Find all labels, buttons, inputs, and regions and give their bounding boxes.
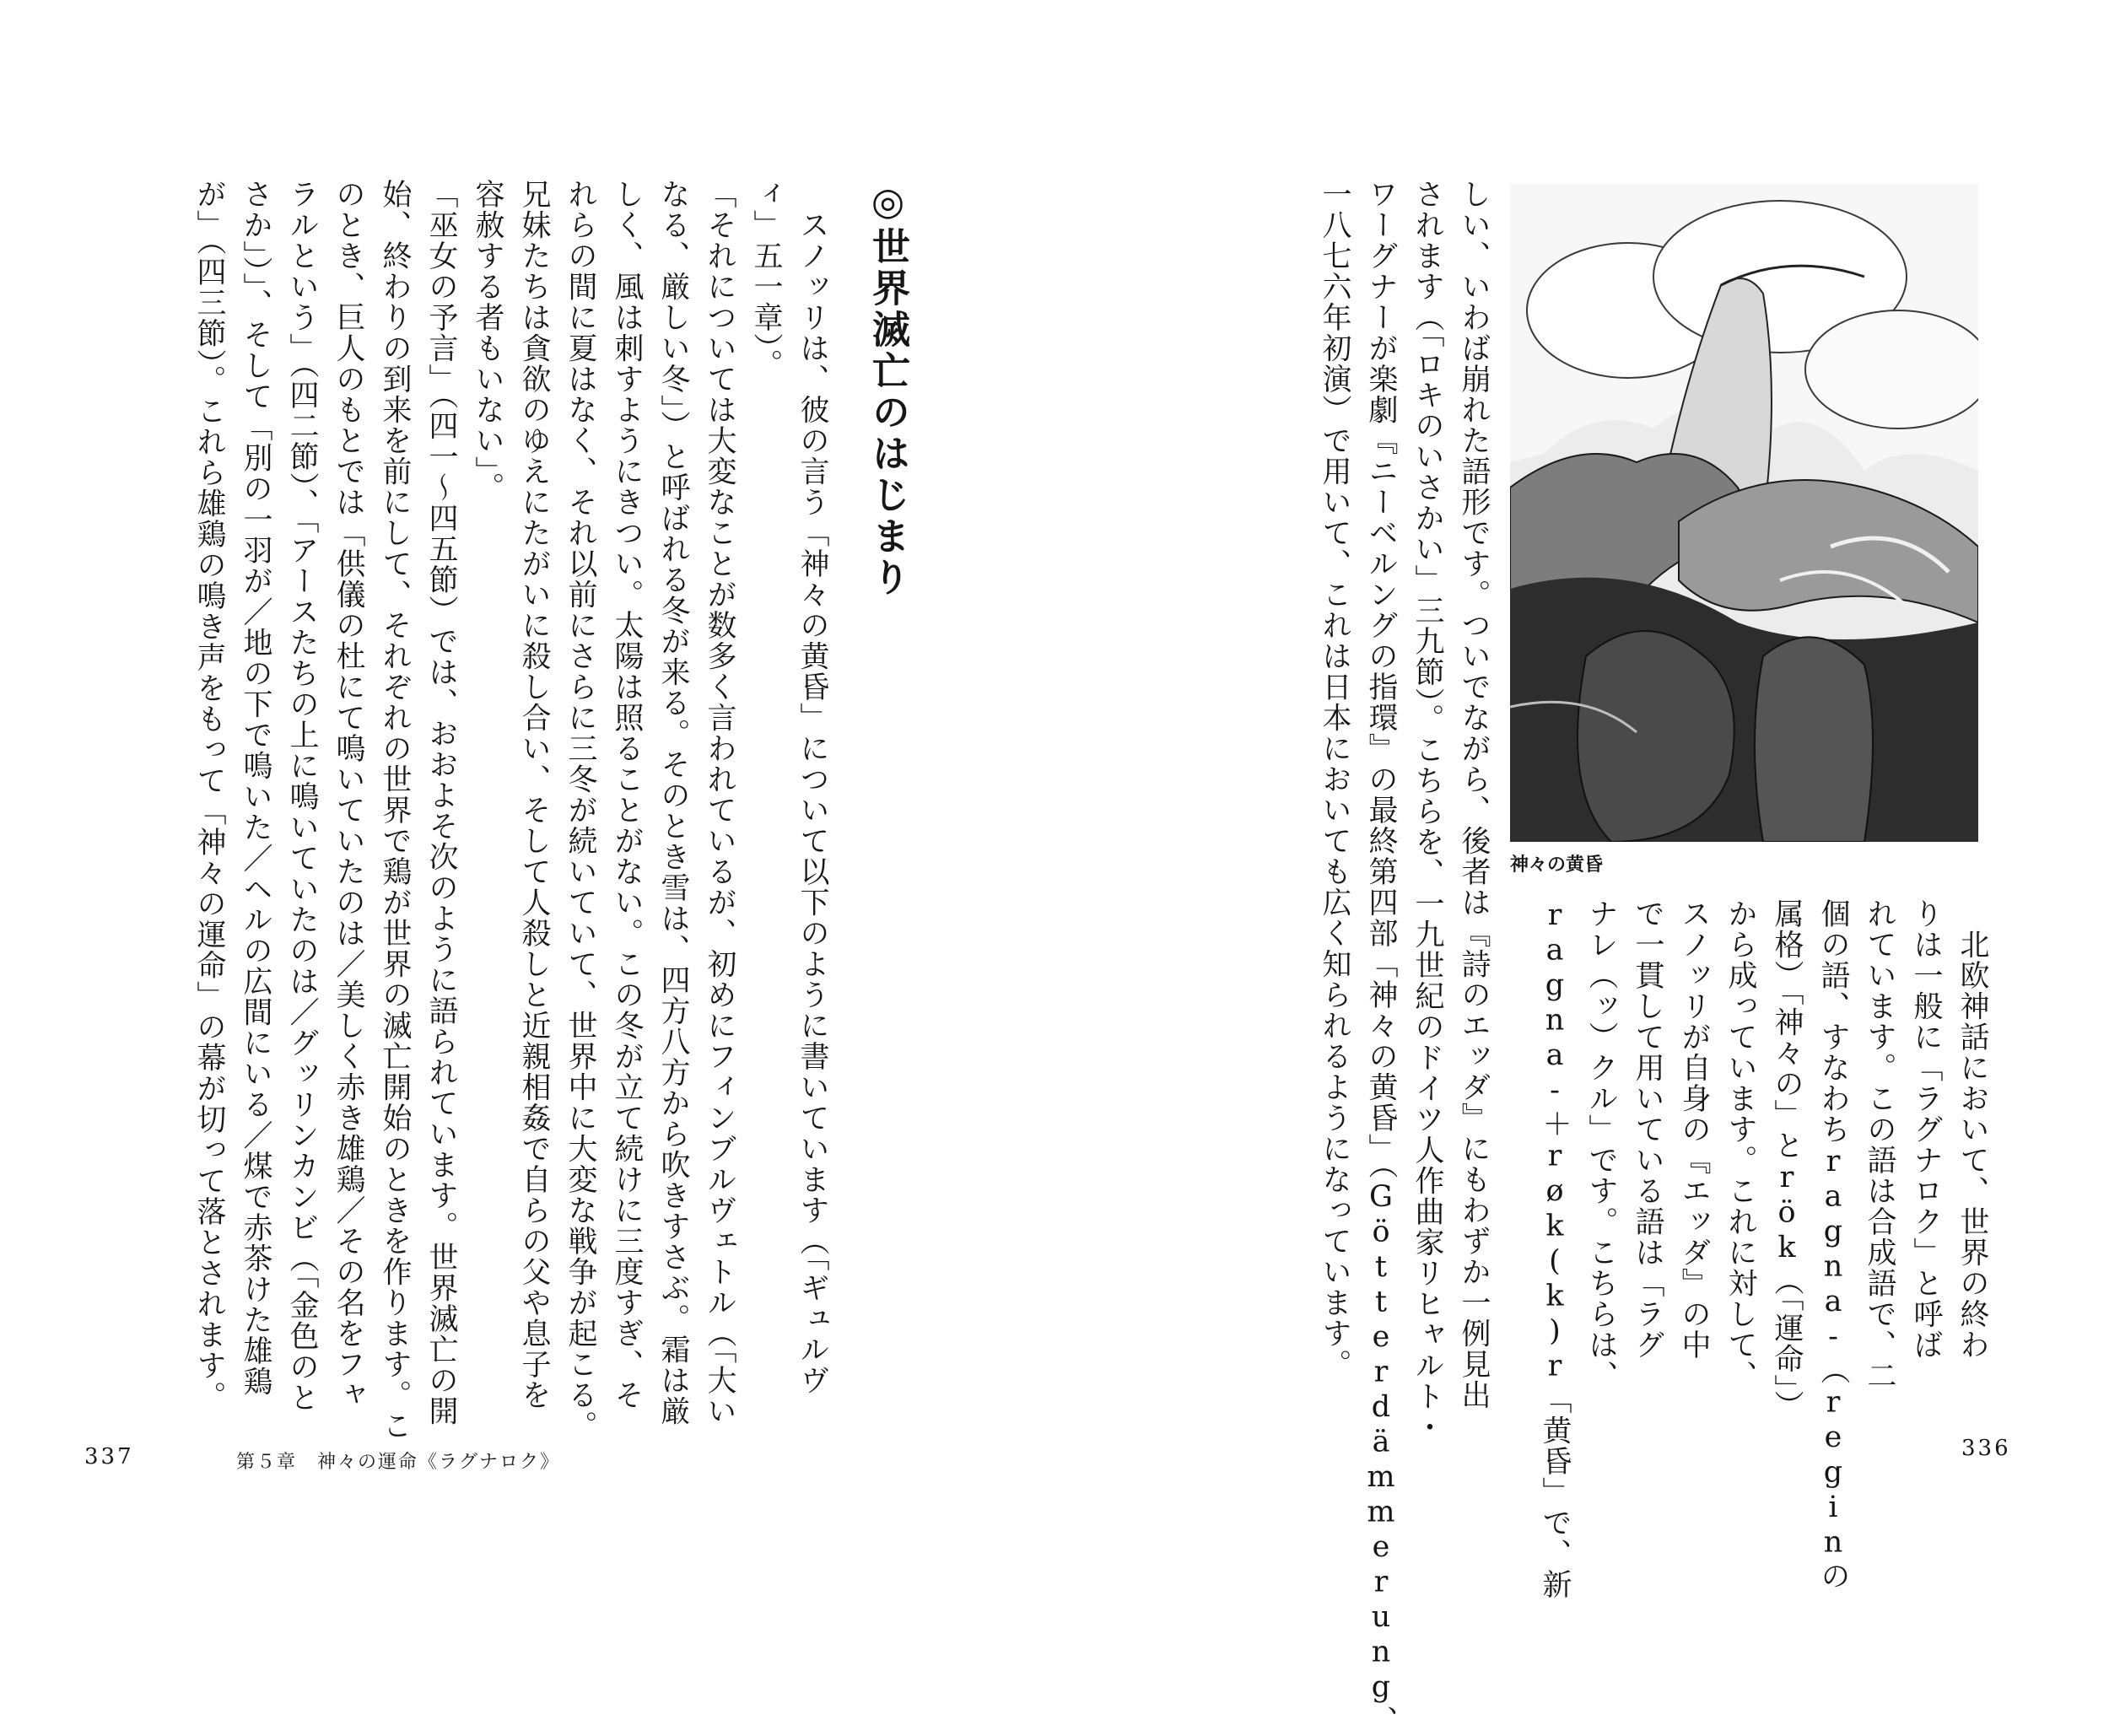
text-line: さか」）」、そして「別の一羽が／地の下で鳴いた／ヘルの広間にいる／煤で赤茶けた雄鶏 [239,179,272,1397]
left-page [0,0,1054,1549]
illustration-caption: 神々の黄昏 [1510,855,1604,876]
text-line: 「それについては大変なことが数多く言われているが、初めにフィンブルヴェトル（「大い [703,179,736,1426]
text-line: 容赦する者もいない」。 [471,179,504,503]
right-upper-text [1281,179,1497,1736]
text-line: ラルという」（四二節）、「アースたちの上に鳴いていたのは／グッリンカンビ（「金色のと [285,179,319,1413]
text-line: ワーグナーが楽劇『ニーベルングの指環』の最終第四部「神々の黄昏」（Götterdämmerung、 [1364,179,1398,1736]
text-line: しい、いわば崩れた語形です。ついでながら、後者は『詩のエッダ』にもわずか一例見出 [1457,179,1491,1410]
text-line: 兄妹たちは貪欲のゆえにたがいに殺し合い、そして人殺しと近親相姦で自らの父や息子を [517,179,551,1410]
text-line: れらの間に夏はなく、それ以前にさらに三冬が続いていて、世界中に大変な戦争が起こる。 [564,179,597,1442]
text-line: が」（四三節）。これら雄鶏の鳴き声をもって「神々の運命」の幕が切って落とされます。 [192,179,226,1412]
text-line: 一八七六年初演）で用いて、これは日本においても広く知られるようになっています。 [1318,179,1351,1380]
text-line: 「巫女の予言」（四一〜四五節）では、おおよそ次のように語られています。世界滅亡の開 [424,179,458,1426]
illustration-art [1510,184,1978,842]
running-head: 第５章 神々の運命《ラグナロク》 [236,1452,561,1473]
page-number-right: 336 [1961,1436,2011,1461]
text-line: ィ」五一章）。 [749,179,783,380]
section-heading: ◎世界滅亡のはじまり [866,179,910,599]
right-page [1054,0,2109,1736]
text-line: のとき、巨人のもとでは「供儀の杜にて鳴いていたのは／美しく赤き雄鶏／その名をフャ [332,179,365,1410]
text-line: 北欧神話において、世界の終わ [1955,898,1989,1361]
text-line: りは一般に「ラグナロク」と呼ば [1909,898,1943,1361]
text-line: 始、終わりの到来を前にして、それぞれの世界で鶏が世界の滅亡開始のときを作ります。こ [378,179,412,1442]
text-line: れています。この語は合成語で、二 [1863,898,1896,1391]
text-line: 個の語、すなわちragna-（reginの [1816,898,1850,1592]
left-body-text [156,179,835,1442]
text-line: 属格）「神々の」とrök（「運命」） [1770,898,1804,1421]
text-line: しく、風は刺すようにきつい。太陽は照ることがない。この冬が立て続けに三度すぎ、そ [610,179,644,1410]
text-line: されます（「ロキのいさかい」三九節）。こちらを、一九世紀のドイツ人作曲家リヒャルト・ [1410,179,1444,1442]
text-line: ragna-＋røk(k)r「黄昏」で、新 [1538,898,1572,1600]
text-line: なる、厳しい冬」）と呼ばれる冬が来る。そのとき雪は、四方八方から吹きすさぶ。霜は厳 [656,179,690,1426]
page-number-left: 337 [84,1444,134,1469]
text-line: ナレ（ッ）クル」です。こちらは、 [1584,898,1618,1391]
illustration-image [1510,184,1978,842]
text-line: スノッリが自身の『エッダ』の中 [1677,898,1711,1361]
text-line: から成っています。これに対して、 [1723,898,1757,1391]
text-line: スノッリは、彼の言う「神々の黄昏」について以下のように書いています（「ギュルヴ [796,179,829,1396]
text-line: で一貫して用いている語は「ラグ [1631,898,1664,1361]
